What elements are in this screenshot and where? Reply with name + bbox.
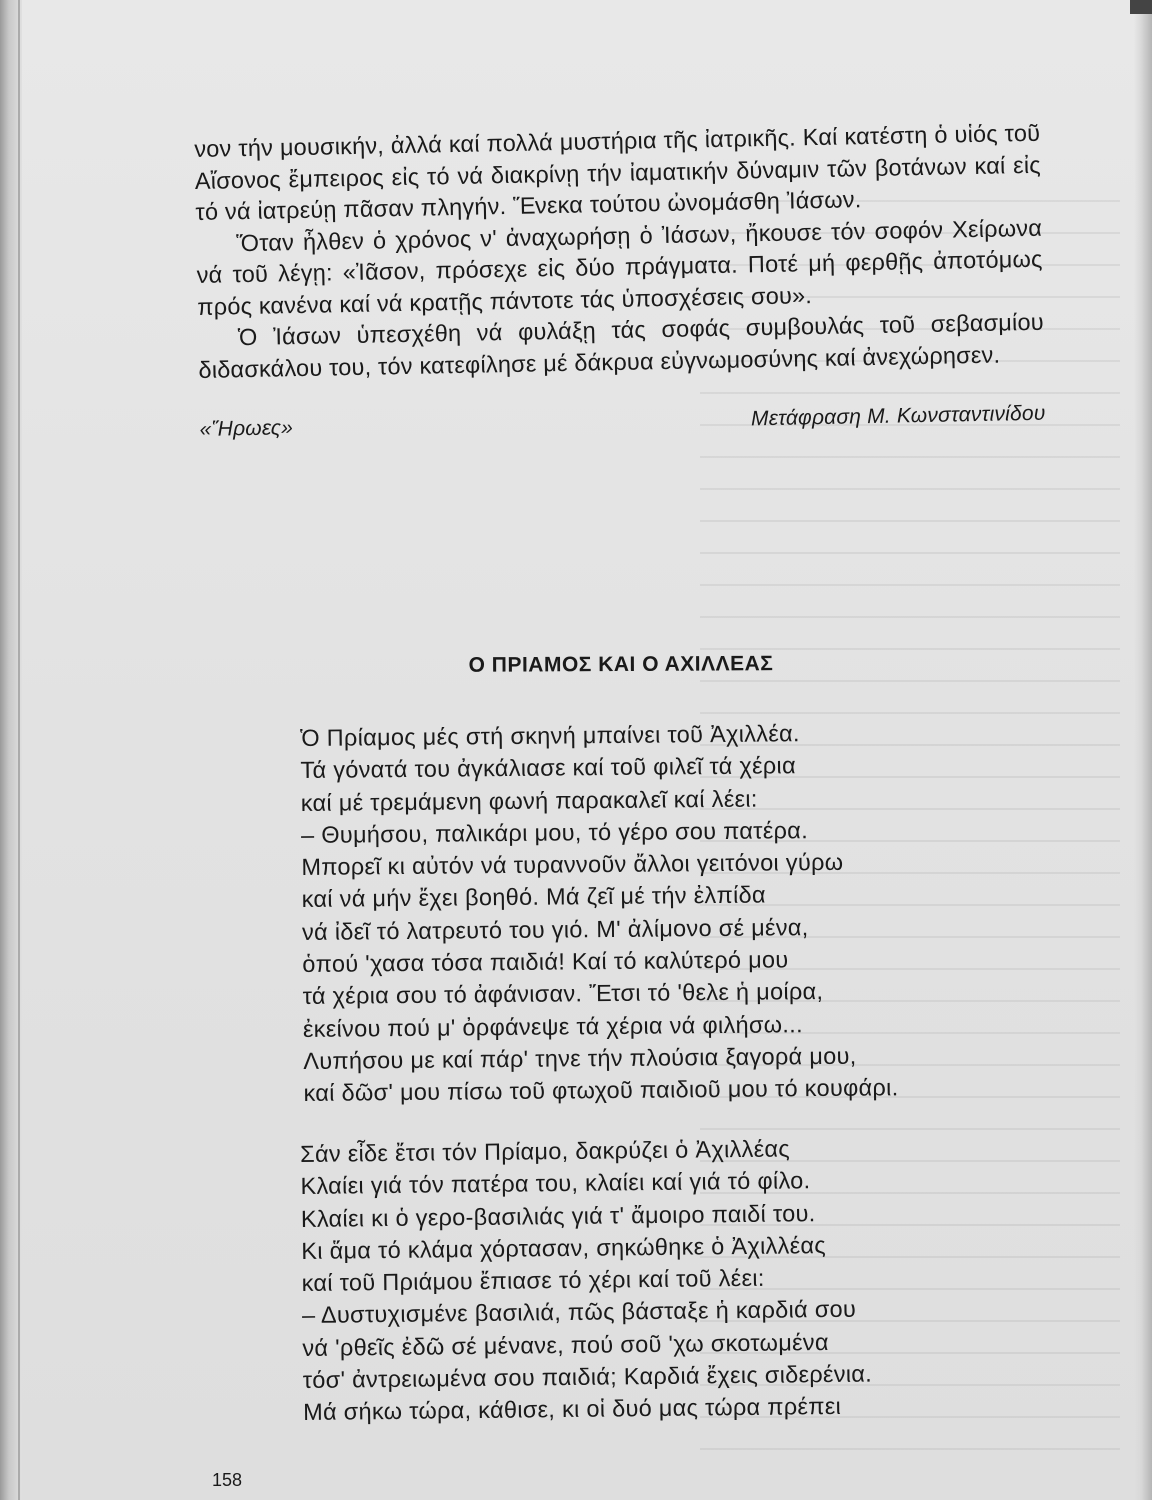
prose-paragraph-1: νον τήν μουσικήν, ἀλλά καί πολλά μυστήρια τῆς ἰατρικῆς. Καί κατέστη ὁ υἱός τοῦ Αἴσονος ἔμπειρος εἰς τό νά διακρίνῃ τήν ἰαματικήν δύναμιν τῶν βοτάνων καί εἰς τό νά ἰατρεύῃ πᾶσαν πληγήν. Ἕνεκα τούτου ὠνομάσθη Ἰάσων. (194, 119, 1041, 225)
poem-line: Μά σήκω τώρα, κάθισε, κι οἱ δυό μας τώρα πρέπει (302, 1393, 842, 1426)
poem-line: – Θυμήσου, παλικάρι μου, τό γέρο σου πατέρα. (300, 817, 809, 848)
poem-line: τά χέρια σου τό ἀφάνισαν. Ἔτσι τό 'θελε ἡ μοίρα, (302, 978, 824, 1010)
poem-line: Κλαίει γιά τόν πατέρα του, κλαίει καί γιά τό φίλο. (300, 1167, 811, 1200)
poem-line: καί μέ τρεμάμενη φωνή παρακαλεῖ καί λέει: (300, 785, 758, 816)
poem-line: Τά γόνατά του ἀγκάλιασε καί τοῦ φιλεῖ τά χέρια (300, 752, 797, 784)
poem-line: Ὁ Πρίαμος μές στή σκηνή μπαίνει τοῦ Ἀχιλλέα. (300, 720, 800, 751)
source-title: «Ἥρωες» (199, 416, 294, 441)
poem-stanza-1 (300, 716, 899, 1109)
poem-line: νά 'ρθεῖς ἐδῶ σέ μένανε, πού σοῦ 'χω σκοτωμένα (302, 1328, 829, 1361)
prose-paragraph-3: Ὁ Ἰάσων ὑπεσχέθη νά φυλάξῃ τάς σοφάς συμβουλάς τοῦ σεβασμίου διδασκάλου του, τόν κατεφίλησε μέ δάκρυα εὐγνωμοσύνης καί ἀνεχώρησεν. (198, 308, 1045, 383)
poem-line: Μπορεῖ κι αὐτόν νά τυραννοῦν ἄλλοι γειτόνοι γύρω (301, 848, 844, 881)
poem-stanza-2 (300, 1132, 873, 1429)
attribution-row (199, 398, 1045, 444)
poem-line: τόσ' ἀντρειωμένα σου παιδιά; Καρδιά ἔχεις σιδερένια. (302, 1360, 873, 1394)
poem-line: καί τοῦ Πριάμου ἔπιασε τό χέρι καί τοῦ λέει: (301, 1264, 765, 1297)
poem-line: νά ἰδεῖ τό λατρευτό του γιό. Μ' ἀλίμονο σέ μένα, (301, 913, 809, 945)
poem-line: καί δῶσ' μου πίσω τοῦ φτωχοῦ παιδιοῦ μου τό κουφάρι. (303, 1074, 899, 1107)
poem-line: Σάν εἶδε ἔτσι τόν Πρίαμο, δακρύζει ὁ Ἀχιλλέας (300, 1135, 791, 1167)
translator-credit: Μετάφραση Μ. Κωνσταντινίδου (750, 401, 1046, 431)
prose-paragraph-2: Ὅταν ἦλθεν ὁ χρόνος ν' ἀναχωρήσῃ ὁ Ἰάσων, ἤκουσε τόν σοφόν Χείρωνα νά τοῦ λέγῃ: «Ἰᾶσον, πρόσεχε εἰς δύο πράγματα. Ποτέ μή φερθῇς ἀποτόμως πρός κανένα καί νά κρατῇς πάντοτε τάς ὑποσχέσεις σου». (196, 214, 1043, 320)
poem-line: καί νά μήν ἔχει βοηθό. Μά ζεῖ μέ τήν ἐλπίδα (301, 882, 766, 913)
poem-title: Ο ΠΡΙΑΜΟΣ ΚΑΙ Ο ΑΧΙΛΛΕΑΣ (468, 652, 774, 677)
prose-section (194, 118, 1046, 444)
poem-line: Λυπήσου με καί πάρ' τηνε τήν πλούσια ξαγορά μου, (303, 1042, 857, 1074)
poem-line: ὁπού 'χασα τόσα παιδιά! Καί τό καλύτερό μου (302, 946, 789, 978)
poem-line: Κι ἅμα τό κλάμα χόρτασαν, σηκώθηκε ὁ Ἀχιλλέας (301, 1231, 827, 1264)
poem-line: Κλαίει κι ὁ γερο-βασιλιάς γιά τ' ἄμοιρο παιδί του. (300, 1199, 816, 1232)
poem-line: ἐκείνου πού μ' ὀρφάνεψε τά χέρια νά φιλήσω... (302, 1010, 803, 1042)
page-number: 158 (212, 1470, 243, 1490)
poem-line: – Δυστυχισμένε βασιλιά, πῶς βάσταξε ἡ καρδιά σου (301, 1296, 857, 1329)
